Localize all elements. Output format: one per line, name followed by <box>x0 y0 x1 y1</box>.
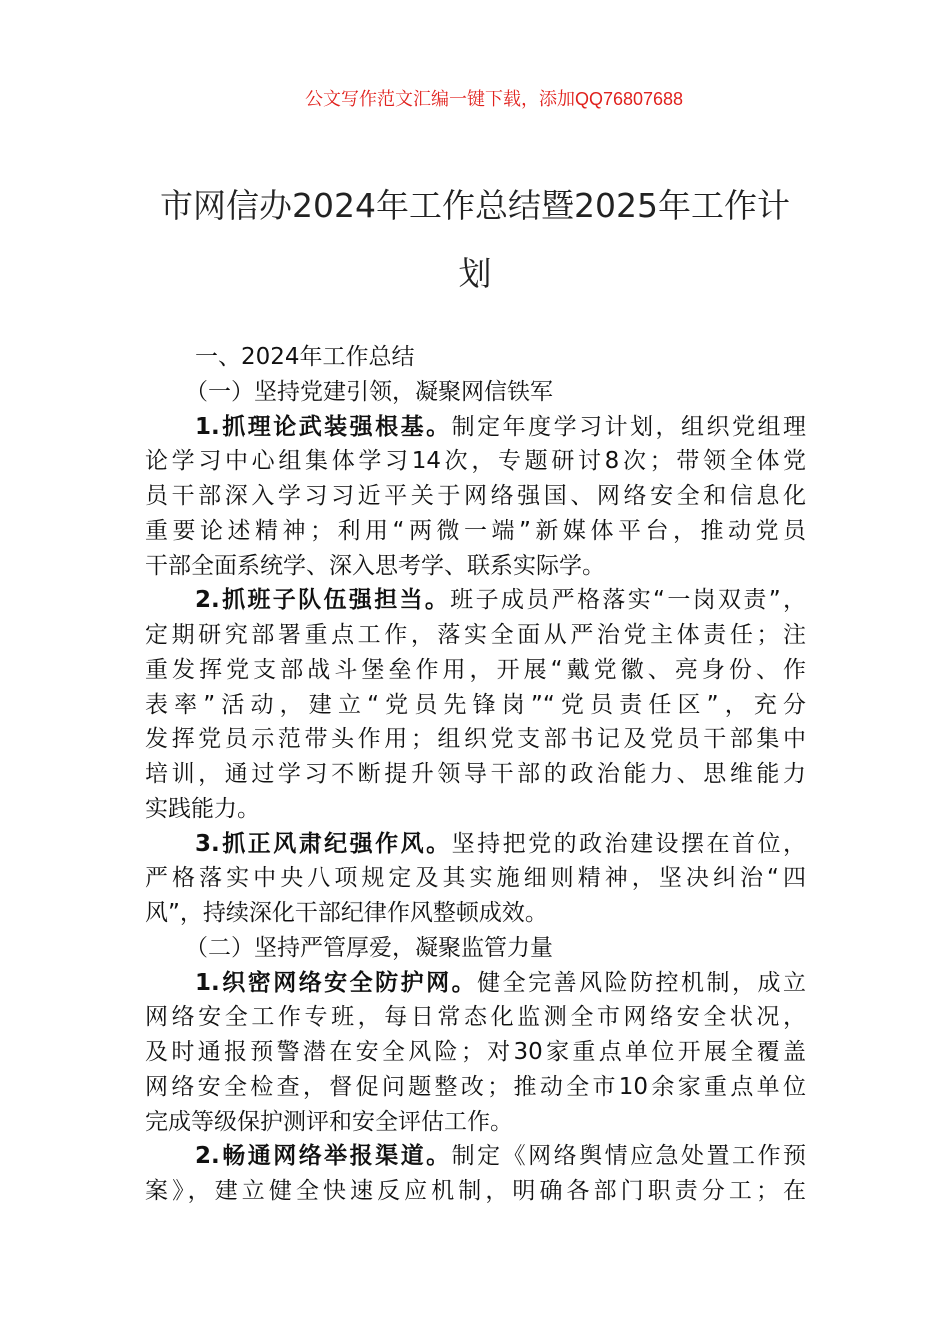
paragraph-line: 案》，建立健全快速反应机制，明确各部门职责分工；在 <box>145 1178 806 1204</box>
paragraph <box>145 966 806 1140</box>
paragraph-lead: 3.抓正风肃纪强作风。 <box>195 830 452 857</box>
paragraph-line <box>145 827 806 862</box>
document-title: 市网信办2024年工作总结暨2025年工作计 <box>160 186 790 225</box>
paragraph-lead: 2.抓班子队伍强担当。 <box>195 587 451 614</box>
paragraph-line <box>145 966 806 1001</box>
line-text: 健全完善风险防控机制，成立 <box>477 969 806 996</box>
subsection-heading: （二）坚持严管厚爱，凝聚监管力量 <box>185 934 553 961</box>
paragraph-line: 及时通报预警潜在安全风险；对30家重点单位开展全覆盖 <box>145 1039 806 1065</box>
paragraph-line: 网络安全检查，督促问题整改；推动全市10余家重点单位 <box>145 1073 806 1100</box>
paragraph-lead: 1.织密网络安全防护网。 <box>195 969 478 996</box>
line-text: 坚持把党的政治建设摆在首位， <box>451 830 806 857</box>
paragraph-line: 风”，持续深化干部纪律作风整顿成效。 <box>145 900 548 926</box>
paragraph <box>145 1139 806 1209</box>
paragraph-line: 定期研究部署重点工作，落实全面从严治党主体责任；注 <box>145 622 806 648</box>
paragraph-line: 员干部深入学习习近平关于网络强国、网络安全和信息化 <box>145 483 806 509</box>
paragraph-line <box>145 1139 806 1174</box>
document-body <box>145 340 806 1209</box>
paragraph-line: 实践能力。 <box>145 795 260 822</box>
paragraph-line: 培训，通过学习不断提升领导干部的政治能力、思维能力 <box>145 761 806 787</box>
line-text: 制定《网络舆情应急处置工作预 <box>451 1143 806 1170</box>
paragraph-line: 严格落实中央八项规定及其实施细则精神，坚决纠治“四 <box>145 865 806 892</box>
line-text: 制定年度学习计划，组织党组理 <box>451 413 806 440</box>
paragraph-line: 完成等级保护测评和安全评估工作。 <box>145 1108 513 1135</box>
paragraph-line: 论学习中心组集体学习14次，专题研讨8次；带领全体党 <box>145 448 806 475</box>
document-title-continued: 划 <box>458 254 492 293</box>
paragraph-line <box>145 583 806 618</box>
paragraph-line <box>145 410 806 445</box>
subsection-heading: （一）坚持党建引领，凝聚网信铁军 <box>185 378 553 405</box>
paragraph-line: 重要论述精神；利用“两微一端”新媒体平台，推动党员 <box>145 517 806 544</box>
line-text: 班子成员严格落实“一岗双责”， <box>450 587 806 614</box>
paragraph-lead: 2.畅通网络举报渠道。 <box>195 1143 452 1170</box>
paragraph-line: 发挥党员示范带头作用；组织党支部书记及党员干部集中 <box>145 726 806 753</box>
paragraph-line: 干部全面系统学、深入思考学、联系实际学。 <box>145 552 605 579</box>
paragraph-line: 网络安全工作专班，每日常态化监测全市网络安全状况， <box>145 1004 806 1031</box>
paragraph-line: 表率”活动，建立“党员先锋岗”“党员责任区”，充分 <box>145 691 806 718</box>
paragraph <box>145 827 806 931</box>
watermark-banner: 公文写作范文汇编一键下载，添加QQ76807688 <box>304 89 684 109</box>
paragraph <box>145 410 806 584</box>
paragraph <box>145 583 806 826</box>
paragraph-lead: 1.抓理论武装强根基。 <box>195 413 452 440</box>
section-heading: 一、2024年工作总结 <box>195 344 415 370</box>
paragraph-line: 重发挥党支部战斗堡垒作用，开展“戴党徽、亮身份、作 <box>145 656 806 683</box>
